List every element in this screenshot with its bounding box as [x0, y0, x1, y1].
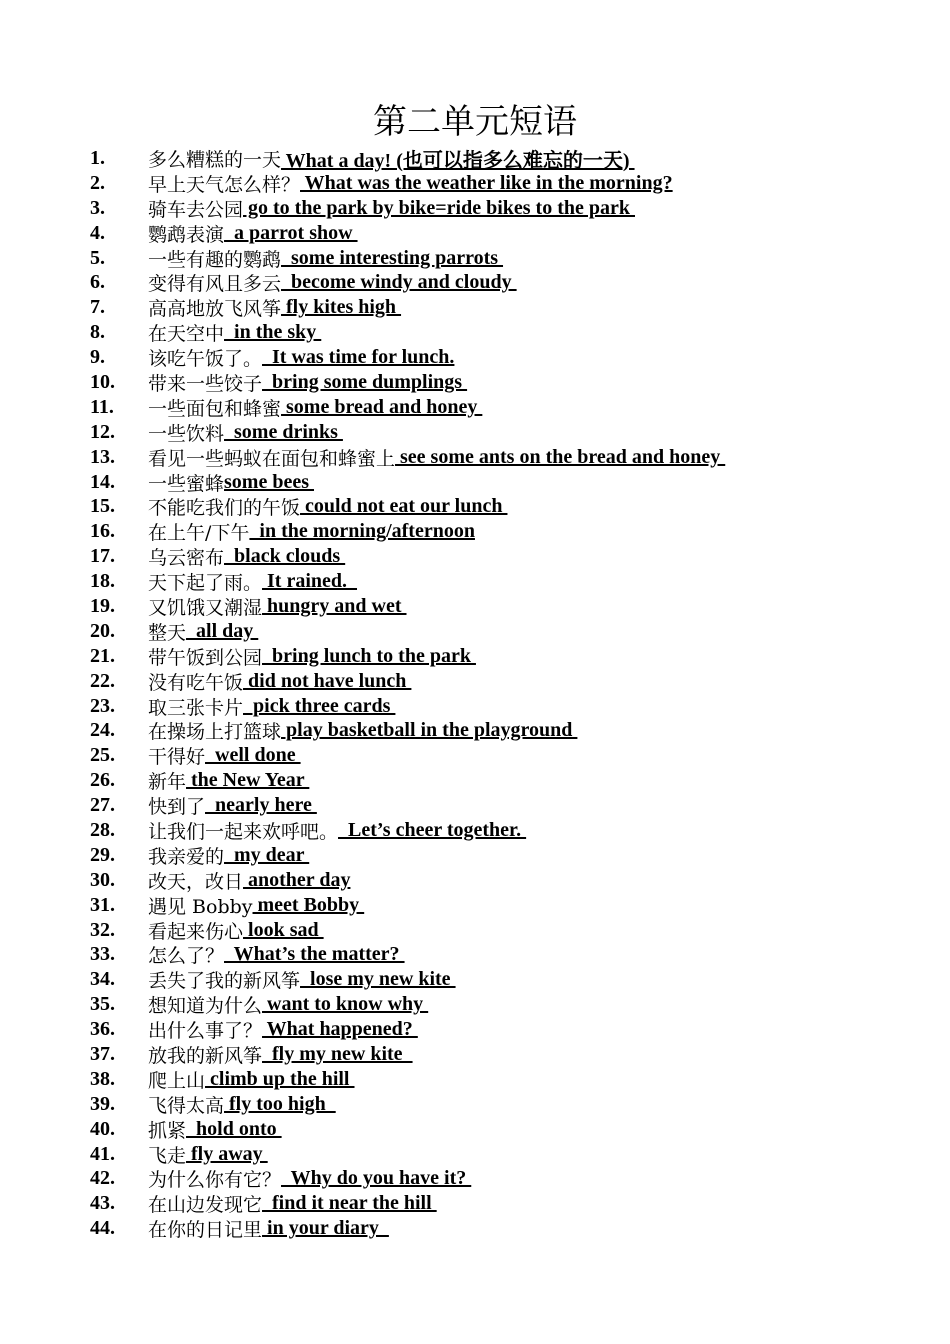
english-phrase: a parrot show — [224, 221, 358, 244]
chinese-phrase: 干得好 — [148, 746, 206, 769]
list-item — [90, 146, 910, 171]
list-item — [90, 1142, 910, 1167]
list-item — [90, 569, 910, 594]
english-phrase: nearly here — [205, 794, 317, 817]
chinese-phrase: 我亲爱的 — [148, 845, 225, 868]
item-number: 9. — [90, 346, 105, 369]
chinese-phrase: 没有吃午饭 — [148, 671, 244, 694]
chinese-phrase: 想知道为什么 — [148, 995, 263, 1018]
english-phrase: want to know why — [262, 993, 429, 1016]
item-number: 24. — [90, 719, 115, 742]
english-phrase: What’s the matter? — [224, 943, 405, 966]
chinese-phrase: 飞得太高 — [148, 1094, 225, 1117]
chinese-phrase: 在天空中 — [148, 323, 225, 346]
item-number: 8. — [90, 321, 105, 344]
chinese-phrase: 看见一些蚂蚁在面包和蜂蜜上 — [148, 447, 396, 470]
item-number: 10. — [90, 370, 115, 393]
item-number: 35. — [90, 993, 115, 1016]
item-number: 19. — [90, 594, 115, 617]
english-phrase: bring some dumplings — [262, 370, 468, 393]
item-number: 30. — [90, 868, 115, 891]
item-number: 4. — [90, 221, 105, 244]
english-phrase: It rained. — [262, 570, 358, 593]
chinese-phrase: 乌云密布 — [148, 547, 225, 570]
item-number: 16. — [90, 520, 115, 543]
english-phrase: play basketball in the playground — [281, 719, 578, 742]
chinese-phrase: 快到了 — [148, 796, 206, 819]
english-phrase: lose my new kite — [300, 968, 456, 991]
english-phrase: go to the park by bike=ride bikes to the park — [243, 196, 635, 219]
list-item — [90, 246, 910, 271]
english-phrase: all day — [186, 619, 259, 642]
list-item — [90, 943, 910, 968]
item-number: 1. — [90, 146, 105, 169]
chinese-phrase: 看起来伤心 — [148, 920, 244, 943]
list-item — [90, 818, 910, 843]
list-item — [90, 445, 910, 470]
item-number: 28. — [90, 818, 115, 841]
chinese-phrase: 为什么你有它？ — [148, 1169, 282, 1192]
english-phrase: What was the weather like in the morning? — [300, 171, 673, 194]
list-item — [90, 1017, 910, 1042]
list-item — [90, 793, 910, 818]
item-number: 5. — [90, 246, 105, 269]
item-number: 22. — [90, 669, 115, 692]
item-number: 11. — [90, 395, 114, 418]
chinese-phrase: 整天 — [148, 621, 187, 644]
english-phrase: black clouds — [224, 545, 346, 568]
english-phrase: hungry and wet — [262, 594, 407, 617]
item-number: 15. — [90, 495, 115, 518]
list-item — [90, 395, 910, 420]
chinese-phrase: 一些有趣的鹦鹉 — [148, 248, 282, 271]
list-item — [90, 295, 910, 320]
chinese-phrase: 放我的新风筝 — [148, 1045, 263, 1068]
page-title: 第二单元短语 — [373, 102, 577, 142]
chinese-phrase: 早上天气怎么样？ — [148, 173, 301, 196]
chinese-phrase: 怎么了？ — [148, 945, 225, 968]
english-phrase: some bees — [224, 470, 314, 493]
english-phrase: bring lunch to the park — [262, 644, 476, 667]
item-number: 44. — [90, 1217, 115, 1240]
list-item — [90, 320, 910, 345]
chinese-phrase: 高高地放飞风筝 — [148, 298, 282, 321]
english-phrase: some interesting parrots — [281, 246, 504, 269]
chinese-phrase: 骑车去公园 — [148, 198, 244, 221]
list-item — [90, 1042, 910, 1067]
chinese-phrase: 带来一些饺子 — [148, 372, 263, 395]
item-number: 6. — [90, 271, 105, 294]
english-phrase: become windy and cloudy — [281, 271, 517, 294]
english-phrase: did not have lunch — [243, 669, 412, 692]
item-number: 23. — [90, 694, 115, 717]
chinese-phrase: 在山边发现它 — [148, 1194, 263, 1217]
english-phrase: hold onto — [186, 1117, 282, 1140]
list-item — [90, 494, 910, 519]
list-item — [90, 619, 910, 644]
chinese-phrase: 一些饮料 — [148, 422, 225, 445]
english-phrase: What happened? — [262, 1018, 418, 1041]
list-item — [90, 644, 910, 669]
item-number: 2. — [90, 171, 105, 194]
chinese-phrase: 一些面包和蜂蜜 — [148, 397, 282, 420]
list-item — [90, 345, 910, 370]
english-phrase: fly my new kite — [262, 1043, 413, 1065]
list-item — [90, 594, 910, 619]
list-item — [90, 843, 910, 868]
item-number: 32. — [90, 918, 115, 941]
english-phrase: fly away — [186, 1142, 268, 1165]
item-number: 21. — [90, 644, 115, 667]
item-number: 3. — [90, 196, 105, 219]
english-phrase: some drinks — [224, 420, 343, 443]
chinese-phrase: 又饥饿又潮湿 — [148, 596, 263, 619]
list-item — [90, 1067, 910, 1092]
english-phrase: in the morning/afternoon — [249, 520, 475, 543]
item-number: 43. — [90, 1192, 115, 1215]
list-item — [90, 1117, 910, 1142]
chinese-phrase: 遇见 Bobby — [148, 895, 253, 918]
item-number: 41. — [90, 1142, 115, 1165]
chinese-phrase: 在操场上打篮球 — [148, 721, 282, 744]
chinese-phrase: 飞走 — [148, 1144, 187, 1167]
list-item — [90, 196, 910, 221]
chinese-phrase: 新年 — [148, 771, 187, 794]
chinese-phrase: 变得有风且多云 — [148, 273, 282, 296]
item-number: 18. — [90, 570, 115, 593]
item-number: 36. — [90, 1018, 115, 1041]
chinese-phrase: 多么糟糕的一天 — [148, 148, 282, 171]
english-phrase: well done — [205, 744, 301, 767]
list-item — [90, 1092, 910, 1117]
english-phrase: could not eat our lunch — [300, 495, 508, 518]
item-number: 17. — [90, 545, 115, 568]
english-phrase: the New Year — [186, 769, 310, 792]
item-number: 38. — [90, 1067, 115, 1090]
list-item — [90, 669, 910, 694]
english-phrase: in the sky — [224, 321, 322, 344]
item-number: 14. — [90, 470, 115, 493]
list-item — [90, 768, 910, 793]
list-item — [90, 370, 910, 395]
list-item — [90, 420, 910, 445]
chinese-phrase: 带午饭到公园 — [148, 646, 263, 669]
list-item — [90, 868, 910, 893]
list-item — [90, 1191, 910, 1216]
list-item — [90, 1167, 910, 1192]
chinese-phrase: 改天，改日 — [148, 870, 244, 893]
list-item — [90, 743, 910, 768]
chinese-phrase: 一些蜜蜂 — [148, 472, 225, 495]
english-phrase: Let’s cheer together. — [338, 818, 527, 841]
english-phrase: meet Bobby — [252, 893, 365, 916]
item-number: 25. — [90, 744, 115, 767]
chinese-phrase: 该吃午饭了。 — [148, 348, 263, 371]
english-phrase: Why do you have it? — [281, 1167, 472, 1190]
item-number: 37. — [90, 1043, 115, 1065]
english-phrase: fly too high — [224, 1092, 336, 1115]
item-number: 31. — [90, 893, 115, 916]
english-phrase: see some ants on the bread and honey — [395, 445, 726, 468]
list-item — [90, 918, 910, 943]
list-item — [90, 171, 910, 196]
chinese-phrase: 在上午/下午 — [148, 522, 250, 545]
item-number: 13. — [90, 445, 115, 468]
list-item — [90, 519, 910, 544]
chinese-phrase: 不能吃我们的午饭 — [148, 497, 301, 520]
chinese-phrase: 鹦鹉表演 — [148, 223, 225, 246]
chinese-phrase: 出什么事了？ — [148, 1020, 263, 1043]
english-phrase: my dear — [224, 843, 310, 866]
phrase-list — [90, 146, 910, 1241]
item-number: 40. — [90, 1117, 115, 1140]
item-number: 27. — [90, 794, 115, 817]
english-phrase: in your diary — [262, 1217, 389, 1240]
list-item — [90, 270, 910, 295]
english-phrase: pick three cards — [243, 694, 396, 717]
item-number: 39. — [90, 1092, 115, 1115]
chinese-phrase: 爬上山 — [148, 1069, 206, 1092]
list-item — [90, 1216, 910, 1241]
english-phrase: climb up the hill — [205, 1067, 355, 1090]
item-number: 12. — [90, 420, 115, 443]
list-item — [90, 544, 910, 569]
english-phrase: It was time for lunch. — [262, 346, 455, 369]
english-phrase: some bread and honey — [281, 395, 483, 418]
item-number: 29. — [90, 843, 115, 866]
list-item — [90, 967, 910, 992]
item-number: 7. — [90, 296, 105, 319]
english-phrase: fly kites high — [281, 296, 402, 319]
item-number: 20. — [90, 619, 115, 642]
list-item — [90, 718, 910, 743]
item-number: 26. — [90, 769, 115, 792]
english-phrase: find it near the hill — [262, 1192, 437, 1215]
english-phrase: another day — [243, 868, 351, 891]
list-item — [90, 221, 910, 246]
list-item — [90, 694, 910, 719]
english-phrase: What a day! (也可以指多么难忘的一天) — [281, 149, 635, 172]
list-item — [90, 470, 910, 495]
chinese-phrase: 丢失了我的新风筝 — [148, 970, 301, 993]
list-item — [90, 992, 910, 1017]
chinese-phrase: 天下起了雨。 — [148, 572, 263, 595]
item-number: 33. — [90, 943, 115, 966]
chinese-phrase: 在你的日记里 — [148, 1219, 263, 1242]
item-number: 34. — [90, 968, 115, 991]
list-item — [90, 893, 910, 918]
english-phrase: look sad — [243, 918, 324, 941]
chinese-phrase: 抓紧 — [148, 1119, 187, 1142]
item-number: 42. — [90, 1167, 115, 1190]
chinese-phrase: 取三张卡片 — [148, 696, 244, 719]
chinese-phrase: 让我们一起来欢呼吧。 — [148, 821, 339, 843]
